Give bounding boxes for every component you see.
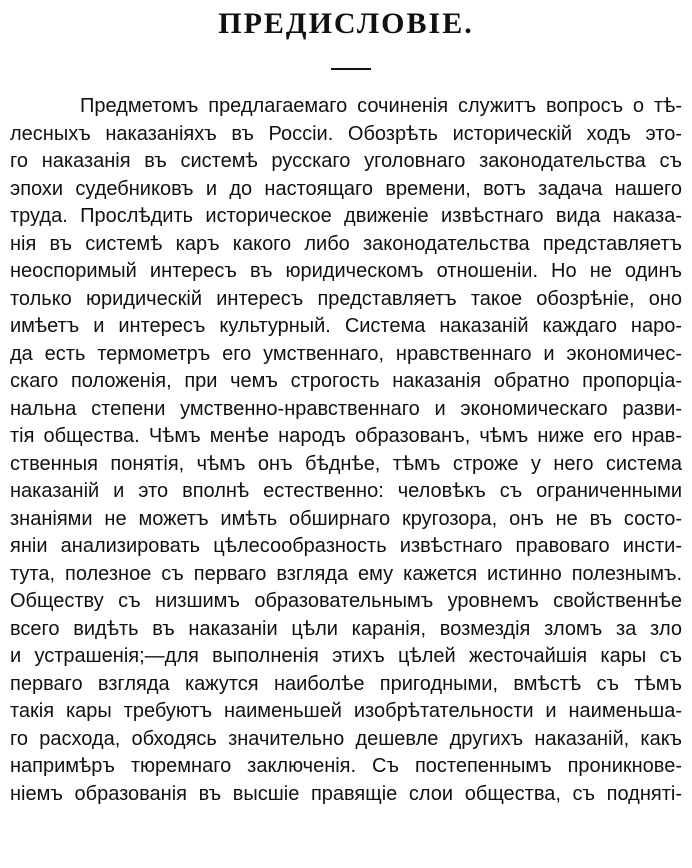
text-line: знаніями не можетъ имѣть обширнаго кругозора, онъ не въ состо- [10,507,682,530]
text-line: нія въ системѣ каръ какого либо законодательства представляетъ [10,232,682,255]
text-line: Обществу съ низшимъ образовательнымъ уровнемъ свойственнѣе [10,590,682,612]
text-line: яніи анализировать цѣлесообразность извѣстнаго правоваго инсти- [10,535,682,557]
text-line: да есть термометръ его умственнаго, нравственнаго и экономичес- [10,342,682,365]
text-line: такія кары требуютъ наименьшей изобрѣтательности и наименьша- [10,700,682,722]
text-line: Предметомъ предлагаемаго сочиненія служитъ вопросъ о тѣ- [80,95,682,117]
preface-paragraph [10,93,682,808]
text-line: и устрашенія;—для выполненія этихъ цѣлей жесточайшія кары съ [10,645,682,667]
page-title: ПРЕДИСЛОВІЕ. [218,7,474,40]
text-line: ніемъ образованія въ высшіе правящіе слои общества, съ подняті- [10,782,682,805]
text-line: только юридическій интересъ представляетъ такое обозрѣніе, оно [10,287,682,310]
text-line: го расхода, обходясь значительно дешевле другихъ наказаній, какъ [10,727,682,750]
text-line: наказаній и это вполнѣ естественно: человѣкъ съ ограниченными [10,480,682,502]
text-line: ственныя понятія, чѣмъ онъ бѣднѣе, тѣмъ строже у него система [10,452,682,475]
title-divider [331,68,371,70]
text-line: напримѣръ тюремнаго заключенія. Съ постепеннымъ проникнове- [10,755,682,777]
text-line: скаго положенія, при чемъ строгость наказанія обратно пропорціа- [10,370,682,392]
text-line: всего видѣть въ наказаніи цѣли каранія, возмездія зломъ за зло [10,617,682,640]
text-line: тута, полезное съ перваго взгляда ему кажется истинно полезнымъ. [10,562,682,585]
text-line: го наказанія въ системѣ русскаго уголовнаго законодательства съ [10,150,682,172]
text-line: лесныхъ наказаніяхъ въ Россіи. Обозрѣть историческій ходъ это- [10,122,682,145]
text-line: неоспоримый интересъ въ юридическомъ отношеніи. Но не одинъ [10,260,682,282]
text-line: имѣетъ и интересъ культурный. Система наказаній каждаго наро- [10,315,682,337]
text-line: эпохи судебниковъ и до настоящаго времени, вотъ задача нашего [10,177,682,200]
text-line: перваго взгляда кажутся наиболѣе пригодными, вмѣстѣ съ тѣмъ [10,672,682,695]
text-line: тія общества. Чѣмъ менѣе народъ образованъ, чѣмъ ниже его нрав- [10,425,682,447]
text-line: труда. Прослѣдить историческое движеніе извѣстнаго вида наказа- [10,205,682,227]
text-line: нальна степени умственно-нравственнаго и экономическаго разви- [10,397,682,420]
